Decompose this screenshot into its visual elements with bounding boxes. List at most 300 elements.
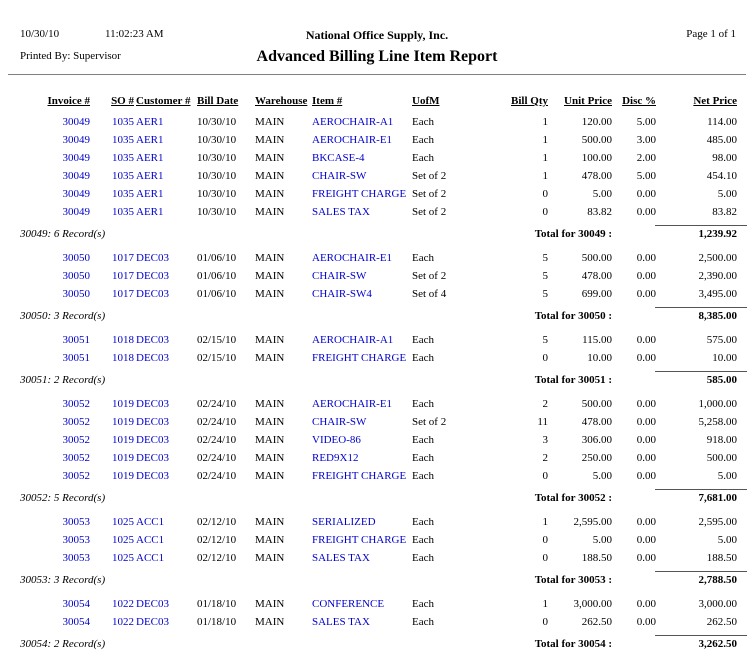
cell-bill-date: 02/24/10	[197, 416, 237, 428]
cell-bill-qty: 0	[542, 552, 548, 564]
cell-net-price: 2,500.00	[698, 252, 737, 264]
cell-unit-price: 83.82	[587, 206, 612, 218]
table-row	[0, 395, 754, 413]
cell-invoice-number[interactable]: 30049	[62, 116, 90, 128]
cell-bill-qty: 5	[542, 334, 548, 346]
cell-bill-date: 01/06/10	[197, 288, 237, 300]
cell-invoice-number[interactable]: 30051	[62, 334, 90, 346]
table-row	[0, 267, 754, 285]
cell-warehouse: MAIN	[255, 534, 285, 546]
table-row	[0, 513, 754, 531]
cell-bill-qty: 2	[542, 398, 548, 410]
cell-so-number[interactable]: 1025	[112, 534, 134, 546]
cell-net-price: 3,000.00	[698, 598, 737, 610]
cell-invoice-number[interactable]: 30054	[62, 598, 90, 610]
group-total-value: 2,788.50	[698, 574, 737, 586]
cell-disc-percent: 0.00	[636, 598, 656, 610]
cell-disc-percent: 0.00	[636, 470, 656, 482]
cell-so-number[interactable]: 1017	[112, 270, 134, 282]
cell-bill-qty: 11	[537, 416, 548, 428]
invoice-group	[0, 113, 754, 249]
cell-bill-qty: 1	[542, 598, 548, 610]
cell-uofm: Each	[412, 252, 434, 264]
cell-bill-date: 02/24/10	[197, 452, 237, 464]
cell-bill-date: 01/06/10	[197, 270, 237, 282]
invoice-group	[0, 249, 754, 331]
cell-warehouse: MAIN	[255, 516, 285, 528]
cell-disc-percent: 0.00	[636, 616, 656, 628]
cell-customer-number[interactable]: DEC03	[136, 434, 169, 446]
cell-bill-qty: 1	[542, 516, 548, 528]
cell-customer-number[interactable]: DEC03	[136, 598, 169, 610]
cell-net-price: 98.00	[712, 152, 737, 164]
cell-unit-price: 500.00	[581, 398, 612, 410]
cell-item-number[interactable]: CHAIR-SW	[312, 270, 367, 282]
cell-so-number[interactable]: 1019	[112, 434, 134, 446]
record-count-label: 30054: 2 Record(s)	[20, 638, 106, 650]
cell-invoice-number[interactable]: 30052	[62, 452, 90, 464]
cell-so-number[interactable]: 1035	[112, 170, 134, 182]
cell-so-number[interactable]: 1019	[112, 398, 134, 410]
cell-bill-date: 10/30/10	[197, 152, 237, 164]
column-header-label: Disc %	[622, 95, 656, 107]
group-total-label: Total for 30054 :	[534, 638, 612, 650]
total-rule	[655, 635, 747, 636]
cell-so-number[interactable]: 1022	[112, 598, 134, 610]
cell-unit-price: 500.00	[581, 134, 612, 146]
cell-bill-date: 02/12/10	[197, 552, 237, 564]
cell-bill-date: 01/06/10	[197, 252, 237, 264]
cell-net-price: 918.00	[706, 434, 737, 446]
group-total-label: Total for 30052 :	[534, 492, 612, 504]
cell-item-number[interactable]: FREIGHT CHARGE	[312, 188, 407, 200]
cell-bill-qty: 0	[542, 352, 548, 364]
cell-bill-qty: 1	[542, 116, 548, 128]
table-row	[0, 249, 754, 267]
cell-disc-percent: 0.00	[636, 516, 656, 528]
cell-so-number[interactable]: 1035	[112, 188, 134, 200]
cell-item-number[interactable]: RED9X12	[312, 452, 359, 464]
cell-item-number[interactable]: AEROCHAIR-E1	[312, 252, 393, 264]
cell-warehouse: MAIN	[255, 352, 285, 364]
cell-customer-number[interactable]: DEC03	[136, 452, 169, 464]
cell-unit-price: 500.00	[581, 252, 612, 264]
cell-disc-percent: 3.00	[636, 134, 656, 146]
cell-bill-qty: 0	[542, 470, 548, 482]
cell-customer-number[interactable]: DEC03	[136, 416, 169, 428]
cell-disc-percent: 5.00	[636, 116, 656, 128]
cell-net-price: 3,495.00	[698, 288, 737, 300]
cell-so-number[interactable]: 1022	[112, 616, 134, 628]
cell-warehouse: MAIN	[255, 116, 285, 128]
table-row	[0, 549, 754, 567]
cell-warehouse: MAIN	[255, 552, 285, 564]
cell-bill-qty: 1	[542, 134, 548, 146]
cell-disc-percent: 0.00	[636, 416, 656, 428]
group-total-value: 1,239.92	[698, 228, 737, 240]
table-row	[0, 531, 754, 549]
cell-invoice-number[interactable]: 30053	[62, 552, 90, 564]
table-row	[0, 449, 754, 467]
cell-uofm: Each	[412, 152, 434, 164]
cell-warehouse: MAIN	[255, 598, 285, 610]
record-count-label: 30051: 2 Record(s)	[20, 374, 106, 386]
group-total-row	[0, 303, 754, 331]
group-total-row	[0, 485, 754, 513]
cell-uofm: Each	[412, 598, 434, 610]
cell-warehouse: MAIN	[255, 616, 285, 628]
table-row	[0, 613, 754, 631]
cell-unit-price: 478.00	[581, 270, 612, 282]
cell-customer-number[interactable]: ACC1	[136, 552, 165, 564]
cell-customer-number[interactable]: DEC03	[136, 288, 169, 300]
cell-customer-number[interactable]: DEC03	[136, 398, 169, 410]
company-name: National Office Supply, Inc.	[305, 28, 449, 42]
cell-uofm: Set of 2	[412, 206, 447, 218]
cell-invoice-number[interactable]: 30053	[62, 534, 90, 546]
cell-net-price: 5,258.00	[698, 416, 737, 428]
cell-item-number[interactable]: FREIGHT CHARGE	[312, 470, 407, 482]
cell-invoice-number[interactable]: 30052	[62, 416, 90, 428]
column-header-label: SO #	[111, 95, 134, 107]
cell-invoice-number[interactable]: 30052	[62, 434, 90, 446]
column-header-uofm	[412, 95, 474, 107]
column-header-net-price	[658, 95, 737, 107]
cell-warehouse: MAIN	[255, 288, 285, 300]
record-count-label: 30053: 3 Record(s)	[20, 574, 106, 586]
cell-uofm: Each	[412, 516, 434, 528]
cell-customer-number[interactable]: AER1	[136, 116, 164, 128]
invoice-group	[0, 331, 754, 395]
column-header-invoice-number	[10, 95, 90, 107]
cell-net-price: 188.50	[706, 552, 737, 564]
table-row	[0, 467, 754, 485]
cell-invoice-number[interactable]: 30049	[62, 152, 90, 164]
cell-customer-number[interactable]: ACC1	[136, 516, 165, 528]
table-row	[0, 185, 754, 203]
group-total-row	[0, 221, 754, 249]
cell-bill-date: 02/15/10	[197, 334, 237, 346]
cell-disc-percent: 0.00	[636, 252, 656, 264]
cell-unit-price: 5.00	[592, 534, 612, 546]
cell-customer-number[interactable]: DEC03	[136, 334, 169, 346]
column-header-customer-number	[136, 95, 194, 107]
cell-uofm: Each	[412, 352, 434, 364]
column-header-label: Bill Date	[197, 95, 239, 107]
cell-so-number[interactable]: 1025	[112, 516, 134, 528]
cell-unit-price: 120.00	[581, 116, 612, 128]
cell-so-number[interactable]: 1017	[112, 252, 134, 264]
total-rule	[655, 571, 747, 572]
cell-bill-qty: 5	[542, 288, 548, 300]
cell-bill-qty: 3	[542, 434, 548, 446]
cell-so-number[interactable]: 1035	[112, 134, 134, 146]
group-total-label: Total for 30053 :	[534, 574, 612, 586]
column-header-label: Item #	[312, 95, 343, 107]
cell-bill-qty: 0	[542, 616, 548, 628]
cell-warehouse: MAIN	[255, 270, 285, 282]
cell-uofm: Set of 2	[412, 416, 447, 428]
table-row	[0, 431, 754, 449]
cell-item-number[interactable]: CHAIR-SW	[312, 416, 367, 428]
cell-unit-price: 10.00	[587, 352, 612, 364]
cell-customer-number[interactable]: DEC03	[136, 352, 169, 364]
cell-warehouse: MAIN	[255, 470, 285, 482]
cell-so-number[interactable]: 1035	[112, 206, 134, 218]
cell-invoice-number[interactable]: 30049	[62, 134, 90, 146]
total-rule	[655, 489, 747, 490]
cell-item-number[interactable]: FREIGHT CHARGE	[312, 352, 407, 364]
column-header-unit-price	[550, 95, 612, 107]
cell-invoice-number[interactable]: 30050	[62, 252, 90, 264]
total-rule	[655, 307, 747, 308]
cell-disc-percent: 0.00	[636, 206, 656, 218]
cell-uofm: Set of 2	[412, 270, 447, 282]
column-header-label: Warehouse	[255, 95, 308, 107]
cell-invoice-number[interactable]: 30049	[62, 188, 90, 200]
cell-unit-price: 306.00	[581, 434, 612, 446]
cell-so-number[interactable]: 1019	[112, 470, 134, 482]
cell-disc-percent: 0.00	[636, 270, 656, 282]
report-body	[0, 113, 754, 659]
total-rule	[655, 225, 747, 226]
record-count-label: 30049: 6 Record(s)	[20, 228, 106, 240]
cell-customer-number[interactable]: DEC03	[136, 270, 169, 282]
group-total-label: Total for 30050 :	[534, 310, 612, 322]
table-row	[0, 167, 754, 185]
cell-bill-qty: 5	[542, 252, 548, 264]
column-header-bill-date	[197, 95, 252, 107]
cell-net-price: 5.00	[717, 534, 737, 546]
cell-bill-qty: 0	[542, 188, 548, 200]
cell-net-price: 2,390.00	[698, 270, 737, 282]
cell-uofm: Each	[412, 116, 434, 128]
cell-invoice-number[interactable]: 30052	[62, 398, 90, 410]
cell-bill-date: 02/15/10	[197, 352, 237, 364]
cell-net-price: 2,595.00	[698, 516, 737, 528]
table-row	[0, 595, 754, 613]
total-rule	[655, 371, 747, 372]
cell-unit-price: 699.00	[581, 288, 612, 300]
cell-item-number[interactable]: CHAIR-SW4	[312, 288, 372, 300]
cell-disc-percent: 0.00	[636, 452, 656, 464]
cell-bill-qty: 2	[542, 452, 548, 464]
cell-net-price: 454.10	[706, 170, 737, 182]
cell-customer-number[interactable]: DEC03	[136, 252, 169, 264]
cell-item-number[interactable]: AEROCHAIR-A1	[312, 116, 394, 128]
cell-uofm: Each	[412, 452, 434, 464]
record-count-label: 30050: 3 Record(s)	[20, 310, 106, 322]
cell-item-number[interactable]: VIDEO-86	[312, 434, 361, 446]
cell-net-price: 5.00	[717, 470, 737, 482]
group-total-value: 585.00	[706, 374, 737, 386]
column-header-label: Bill Qty	[511, 95, 548, 107]
column-header-bill-qty	[476, 95, 548, 107]
cell-net-price: 83.82	[712, 206, 737, 218]
cell-uofm: Each	[412, 470, 434, 482]
cell-disc-percent: 0.00	[636, 352, 656, 364]
record-count-label: 30052: 5 Record(s)	[20, 492, 106, 504]
cell-unit-price: 100.00	[581, 152, 612, 164]
cell-bill-qty: 1	[542, 152, 548, 164]
cell-warehouse: MAIN	[255, 434, 285, 446]
cell-uofm: Each	[412, 552, 434, 564]
cell-item-number[interactable]: SERIALIZED	[312, 516, 376, 528]
cell-bill-date: 10/30/10	[197, 134, 237, 146]
column-header-disc-percent	[614, 95, 656, 107]
cell-disc-percent: 5.00	[636, 170, 656, 182]
cell-warehouse: MAIN	[255, 334, 285, 346]
cell-unit-price: 250.00	[581, 452, 612, 464]
cell-so-number[interactable]: 1019	[112, 416, 134, 428]
cell-unit-price: 478.00	[581, 416, 612, 428]
cell-unit-price: 115.00	[582, 334, 612, 346]
cell-item-number[interactable]: AEROCHAIR-E1	[312, 134, 393, 146]
cell-bill-date: 02/12/10	[197, 516, 237, 528]
cell-disc-percent: 0.00	[636, 334, 656, 346]
cell-net-price: 485.00	[706, 134, 737, 146]
cell-warehouse: MAIN	[255, 398, 285, 410]
cell-invoice-number[interactable]: 30051	[62, 352, 90, 364]
cell-invoice-number[interactable]: 30052	[62, 470, 90, 482]
cell-item-number[interactable]: CHAIR-SW	[312, 170, 367, 182]
cell-customer-number[interactable]: AER1	[136, 188, 164, 200]
cell-unit-price: 188.50	[581, 552, 612, 564]
cell-disc-percent: 2.00	[636, 152, 656, 164]
cell-disc-percent: 0.00	[636, 188, 656, 200]
cell-disc-percent: 0.00	[636, 552, 656, 564]
cell-warehouse: MAIN	[255, 252, 285, 264]
column-header-label: Invoice #	[47, 95, 90, 107]
cell-customer-number[interactable]: DEC03	[136, 470, 169, 482]
cell-invoice-number[interactable]: 30050	[62, 288, 90, 300]
cell-uofm: Each	[412, 398, 434, 410]
cell-invoice-number[interactable]: 30049	[62, 170, 90, 182]
cell-bill-date: 02/24/10	[197, 434, 237, 446]
cell-customer-number[interactable]: AER1	[136, 206, 164, 218]
cell-unit-price: 3,000.00	[573, 598, 612, 610]
cell-disc-percent: 0.00	[636, 434, 656, 446]
table-row	[0, 413, 754, 431]
table-row	[0, 349, 754, 367]
cell-net-price: 114.00	[707, 116, 737, 128]
column-header-label: Unit Price	[564, 95, 612, 107]
cell-customer-number[interactable]: AER1	[136, 134, 164, 146]
cell-so-number[interactable]: 1019	[112, 452, 134, 464]
column-header-warehouse	[255, 95, 310, 107]
cell-uofm: Set of 2	[412, 188, 447, 200]
cell-bill-date: 02/12/10	[197, 534, 237, 546]
cell-bill-qty: 1	[542, 170, 548, 182]
cell-item-number[interactable]: BKCASE-4	[312, 152, 365, 164]
cell-warehouse: MAIN	[255, 152, 285, 164]
cell-invoice-number[interactable]: 30050	[62, 270, 90, 282]
cell-so-number[interactable]: 1017	[112, 288, 134, 300]
cell-item-number[interactable]: FREIGHT CHARGE	[312, 534, 407, 546]
cell-invoice-number[interactable]: 30053	[62, 516, 90, 528]
cell-item-number[interactable]: AEROCHAIR-E1	[312, 398, 393, 410]
cell-warehouse: MAIN	[255, 170, 285, 182]
cell-unit-price: 2,595.00	[573, 516, 612, 528]
cell-item-number[interactable]: SALES TAX	[312, 206, 370, 218]
report-title: Advanced Billing Line Item Report	[256, 48, 498, 65]
cell-item-number[interactable]: SALES TAX	[312, 552, 370, 564]
table-header-row	[0, 95, 754, 113]
column-header-label: UofM	[412, 95, 440, 107]
column-header-label: Customer #	[136, 95, 191, 107]
cell-invoice-number[interactable]: 30054	[62, 616, 90, 628]
cell-customer-number[interactable]: AER1	[136, 170, 164, 182]
cell-bill-date: 01/18/10	[197, 598, 237, 610]
page-header	[0, 0, 754, 84]
cell-warehouse: MAIN	[255, 134, 285, 146]
cell-bill-date: 10/30/10	[197, 188, 237, 200]
cell-warehouse: MAIN	[255, 416, 285, 428]
printed-by: Printed By: Supervisor	[20, 50, 121, 62]
report-date: 10/30/10	[20, 28, 60, 40]
cell-uofm: Set of 4	[412, 288, 447, 300]
cell-item-number[interactable]: CONFERENCE	[312, 598, 385, 610]
cell-customer-number[interactable]: ACC1	[136, 534, 165, 546]
cell-net-price: 5.00	[717, 188, 737, 200]
cell-item-number[interactable]: SALES TAX	[312, 616, 370, 628]
cell-net-price: 575.00	[706, 334, 737, 346]
cell-uofm: Each	[412, 334, 434, 346]
cell-so-number[interactable]: 1025	[112, 552, 134, 564]
cell-disc-percent: 0.00	[636, 398, 656, 410]
cell-so-number[interactable]: 1018	[112, 334, 134, 346]
cell-warehouse: MAIN	[255, 188, 285, 200]
cell-so-number[interactable]: 1035	[112, 116, 134, 128]
cell-bill-qty: 0	[542, 206, 548, 218]
cell-invoice-number[interactable]: 30049	[62, 206, 90, 218]
cell-bill-date: 02/24/10	[197, 470, 237, 482]
table-row	[0, 113, 754, 131]
cell-customer-number[interactable]: DEC03	[136, 616, 169, 628]
cell-net-price: 10.00	[712, 352, 737, 364]
cell-bill-date: 10/30/10	[197, 116, 237, 128]
cell-unit-price: 262.50	[581, 616, 612, 628]
group-total-value: 3,262.50	[698, 638, 737, 650]
cell-bill-date: 10/30/10	[197, 170, 237, 182]
group-total-row	[0, 367, 754, 395]
cell-disc-percent: 0.00	[636, 288, 656, 300]
cell-so-number[interactable]: 1035	[112, 152, 134, 164]
invoice-group	[0, 595, 754, 659]
group-total-label: Total for 30049 :	[534, 228, 612, 240]
report-time: 11:02:23 AM	[105, 28, 164, 40]
column-header-label: Net Price	[693, 95, 737, 107]
cell-unit-price: 478.00	[581, 170, 612, 182]
cell-item-number[interactable]: AEROCHAIR-A1	[312, 334, 394, 346]
cell-uofm: Each	[412, 616, 434, 628]
cell-so-number[interactable]: 1018	[112, 352, 134, 364]
cell-net-price: 262.50	[706, 616, 737, 628]
column-header-so-number	[92, 95, 134, 107]
cell-bill-date: 10/30/10	[197, 206, 237, 218]
header-divider	[8, 74, 746, 75]
table-row	[0, 331, 754, 349]
cell-customer-number[interactable]: AER1	[136, 152, 164, 164]
table-row	[0, 131, 754, 149]
group-total-label: Total for 30051 :	[534, 374, 612, 386]
table-row	[0, 203, 754, 221]
invoice-group	[0, 513, 754, 595]
group-total-value: 7,681.00	[698, 492, 737, 504]
cell-warehouse: MAIN	[255, 206, 285, 218]
cell-net-price: 500.00	[706, 452, 737, 464]
cell-unit-price: 5.00	[592, 470, 612, 482]
